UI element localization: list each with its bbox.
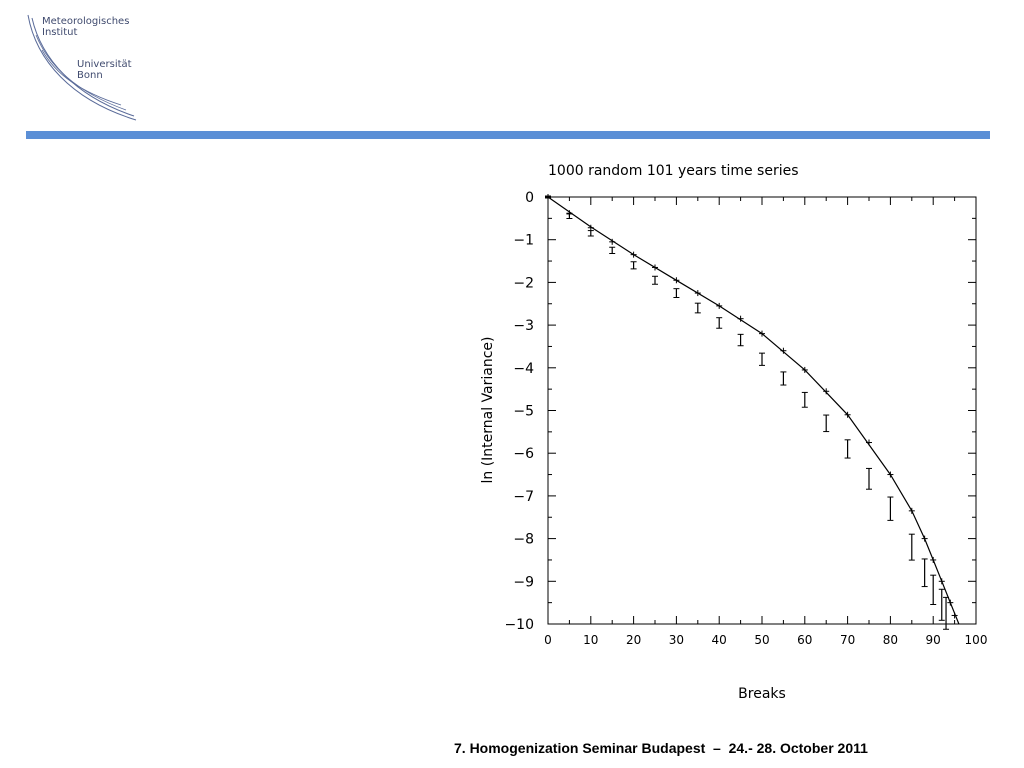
y-tick-label: −3 [513, 318, 534, 335]
header-rule [26, 131, 990, 139]
x-tick-label: 0 [544, 633, 552, 647]
y-tick-label: −7 [513, 488, 534, 505]
logo-line-2: Institut [42, 27, 78, 38]
x-axis-label: Breaks [738, 686, 786, 702]
y-tick-label: 0 [525, 190, 534, 206]
x-tick-label: 10 [583, 633, 599, 647]
y-tick-label: −10 [504, 617, 534, 633]
x-tick-label: 90 [925, 633, 941, 647]
x-tick-label: 60 [797, 633, 813, 647]
logo-line-1: Meteorologisches [42, 16, 130, 27]
variance-chart [460, 150, 1000, 710]
y-tick-label: −5 [513, 403, 534, 420]
x-tick-label: 30 [668, 633, 685, 647]
chart-title: 1000 random 101 years time series [548, 163, 799, 179]
error-bar-marker [823, 415, 829, 432]
error-bar-marker [631, 262, 637, 269]
x-tick-label: 50 [754, 633, 770, 647]
error-bar-marker [845, 440, 851, 458]
error-bar-marker [939, 589, 945, 620]
university-logo [26, 10, 146, 125]
y-tick-label: −9 [513, 574, 534, 591]
error-bar-marker [695, 303, 701, 313]
y-tick-label: −4 [513, 360, 534, 377]
error-bar-marker [652, 276, 658, 284]
x-tick-label: 70 [839, 633, 856, 647]
y-tick-label: −6 [513, 446, 534, 463]
y-tick-label: −2 [513, 275, 534, 292]
error-bar-marker [866, 468, 872, 489]
error-bar-marker [588, 231, 594, 236]
logo-line-4: Bonn [77, 70, 103, 81]
series-curve [548, 197, 959, 624]
error-bar-marker [930, 575, 936, 604]
error-bar-marker [802, 392, 808, 407]
y-axis-label: ln (Internal Variance) [480, 336, 496, 484]
error-bar-marker [716, 318, 722, 329]
x-tick-label: 20 [625, 633, 642, 647]
error-bar-marker [909, 534, 915, 560]
error-bar-marker [887, 497, 893, 520]
error-bar-marker [759, 353, 765, 365]
error-bar-marker [673, 289, 679, 298]
footer-text: 7. Homogenization Seminar Budapest – 24.- 28. October 2011 [454, 740, 868, 756]
error-bar-marker [922, 559, 928, 587]
x-tick-label: 100 [964, 633, 988, 647]
y-tick-label: −1 [513, 232, 534, 249]
plus-marker [823, 388, 829, 394]
error-bar-marker [609, 247, 615, 253]
logo-line-3: Universität [77, 59, 132, 70]
x-tick-label: 80 [882, 633, 899, 647]
error-bar-marker [738, 334, 744, 345]
x-tick-label: 40 [711, 633, 727, 647]
error-bar-marker [780, 372, 786, 385]
y-tick-label: −8 [513, 531, 534, 548]
